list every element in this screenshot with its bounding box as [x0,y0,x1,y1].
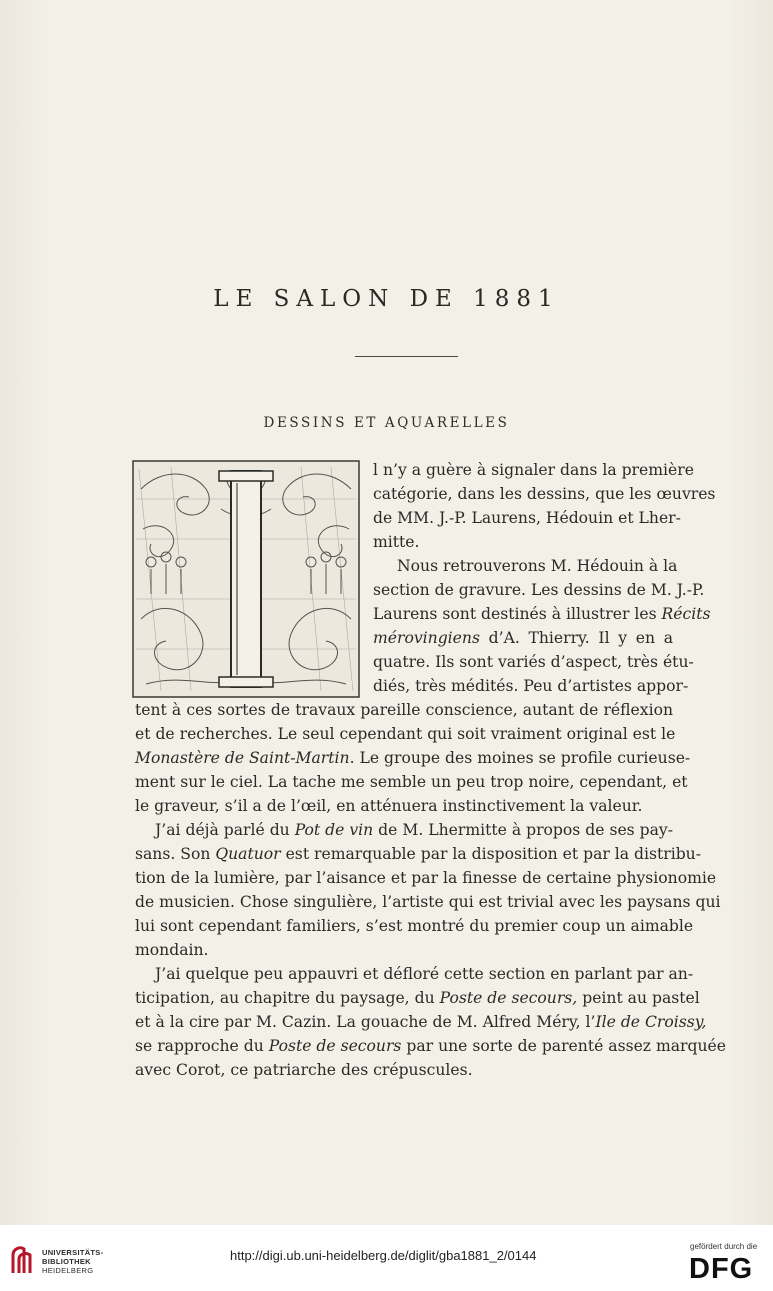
library-name-line: UNIVERSITÄTS- [42,1248,104,1257]
text-run: par une sorte de parenté assez marquée [401,1037,726,1055]
text-line: le graveur, s’il a de l’œil, en atténuera instinctivement la valeur. [135,797,643,815]
text-line: lui sont cependant familiers, s’est montré du premier coup un aimable [135,917,694,935]
text-line: de musicien. Chose singulière, l’artiste qui est trivial avec les paysans qui [135,893,721,911]
text-line [135,1034,726,1058]
text-line [135,986,700,1010]
text-line: Nous retrouverons M. Hédouin à la [397,557,678,575]
text-line: tent à ces sortes de travaux pareille conscience, autant de réflexion [135,701,673,719]
text-line: l n’y a guère à signaler dans la première [373,461,694,479]
text-line: tion de la lumière, par l’aisance et par la finesse de certaine physionomie [135,869,717,887]
text-line [135,746,691,770]
text-line: diés, très médités. Peu d’artistes appor- [373,677,689,695]
text-run: . Le groupe des moines se profile curieuse- [349,749,691,767]
text-run: peint au pastel [577,989,700,1007]
text-line: ment sur le ciel. La tache me semble un peu trop noire, cependant, et [135,773,688,791]
text-line: J’ai quelque peu appauvri et défloré cette section en parlant par an- [155,965,694,983]
italic-title: Monastère de Saint-Martin [135,749,350,767]
text-run: sans. Son [135,845,216,863]
italic-title: Récits [661,605,711,623]
library-name-line: BIBLIOTHEK [42,1257,91,1266]
text-line [373,626,673,650]
text-line: section de gravure. Les dessins de M. J.-P. [373,581,705,599]
section-heading: DESSINS ET AQUARELLES [263,415,510,431]
text-line: avec Corot, ce patriarche des crépuscules. [135,1061,473,1079]
ornamental-initial-letter-i [131,459,361,699]
italic-title: Pot de vin [294,821,374,839]
text-run: Laurens sont destinés à illustrer les [373,605,662,623]
text-line: de MM. J.-P. Laurens, Hédouin et Lher- [373,509,681,527]
text-run: se rapproche du [135,1037,269,1055]
library-name [42,1248,103,1275]
text-run: et à la cire par M. Cazin. La gouache de M. Alfred Méry, l’ [135,1013,596,1031]
page-title: LE SALON DE 1881 [213,286,560,312]
text-line [135,1010,707,1034]
title-divider [355,356,458,357]
italic-title: mérovingiens [373,629,480,647]
text-line [373,602,711,626]
text-run: est remarquable par la disposition et par la distribu- [280,845,701,863]
italic-title: Quatuor [215,845,281,863]
permalink-url[interactable]: http://digi.ub.uni-heidelberg.de/diglit/gba1881_2/0144 [230,1248,537,1263]
text-line: mondain. [135,941,209,959]
funding-label: gefördert durch die [690,1242,758,1251]
text-run: d’A. Thierry. Il y en a [479,629,673,647]
italic-title: Ile de Croissy, [595,1013,707,1031]
italic-title: Poste de secours, [439,989,578,1007]
text-run: de M. Lhermitte à propos de ses pay- [373,821,674,839]
italic-title: Poste de secours [268,1037,402,1055]
dfg-logo[interactable]: DFG [689,1253,754,1285]
text-run: J’ai déjà parlé du [155,821,295,839]
text-line: et de recherches. Le seul cependant qui soit vraiment original est le [135,725,676,743]
library-name-line: HEIDELBERG [42,1266,94,1275]
university-library-logo[interactable] [10,1243,34,1277]
text-line: catégorie, dans les dessins, que les œuvres [373,485,716,503]
text-run: ticipation, au chapitre du paysage, du [135,989,440,1007]
text-line [135,842,701,866]
text-line [155,818,673,842]
text-line: quatre. Ils sont variés d’aspect, très étu- [373,653,694,671]
text-line: mitte. [373,533,420,551]
